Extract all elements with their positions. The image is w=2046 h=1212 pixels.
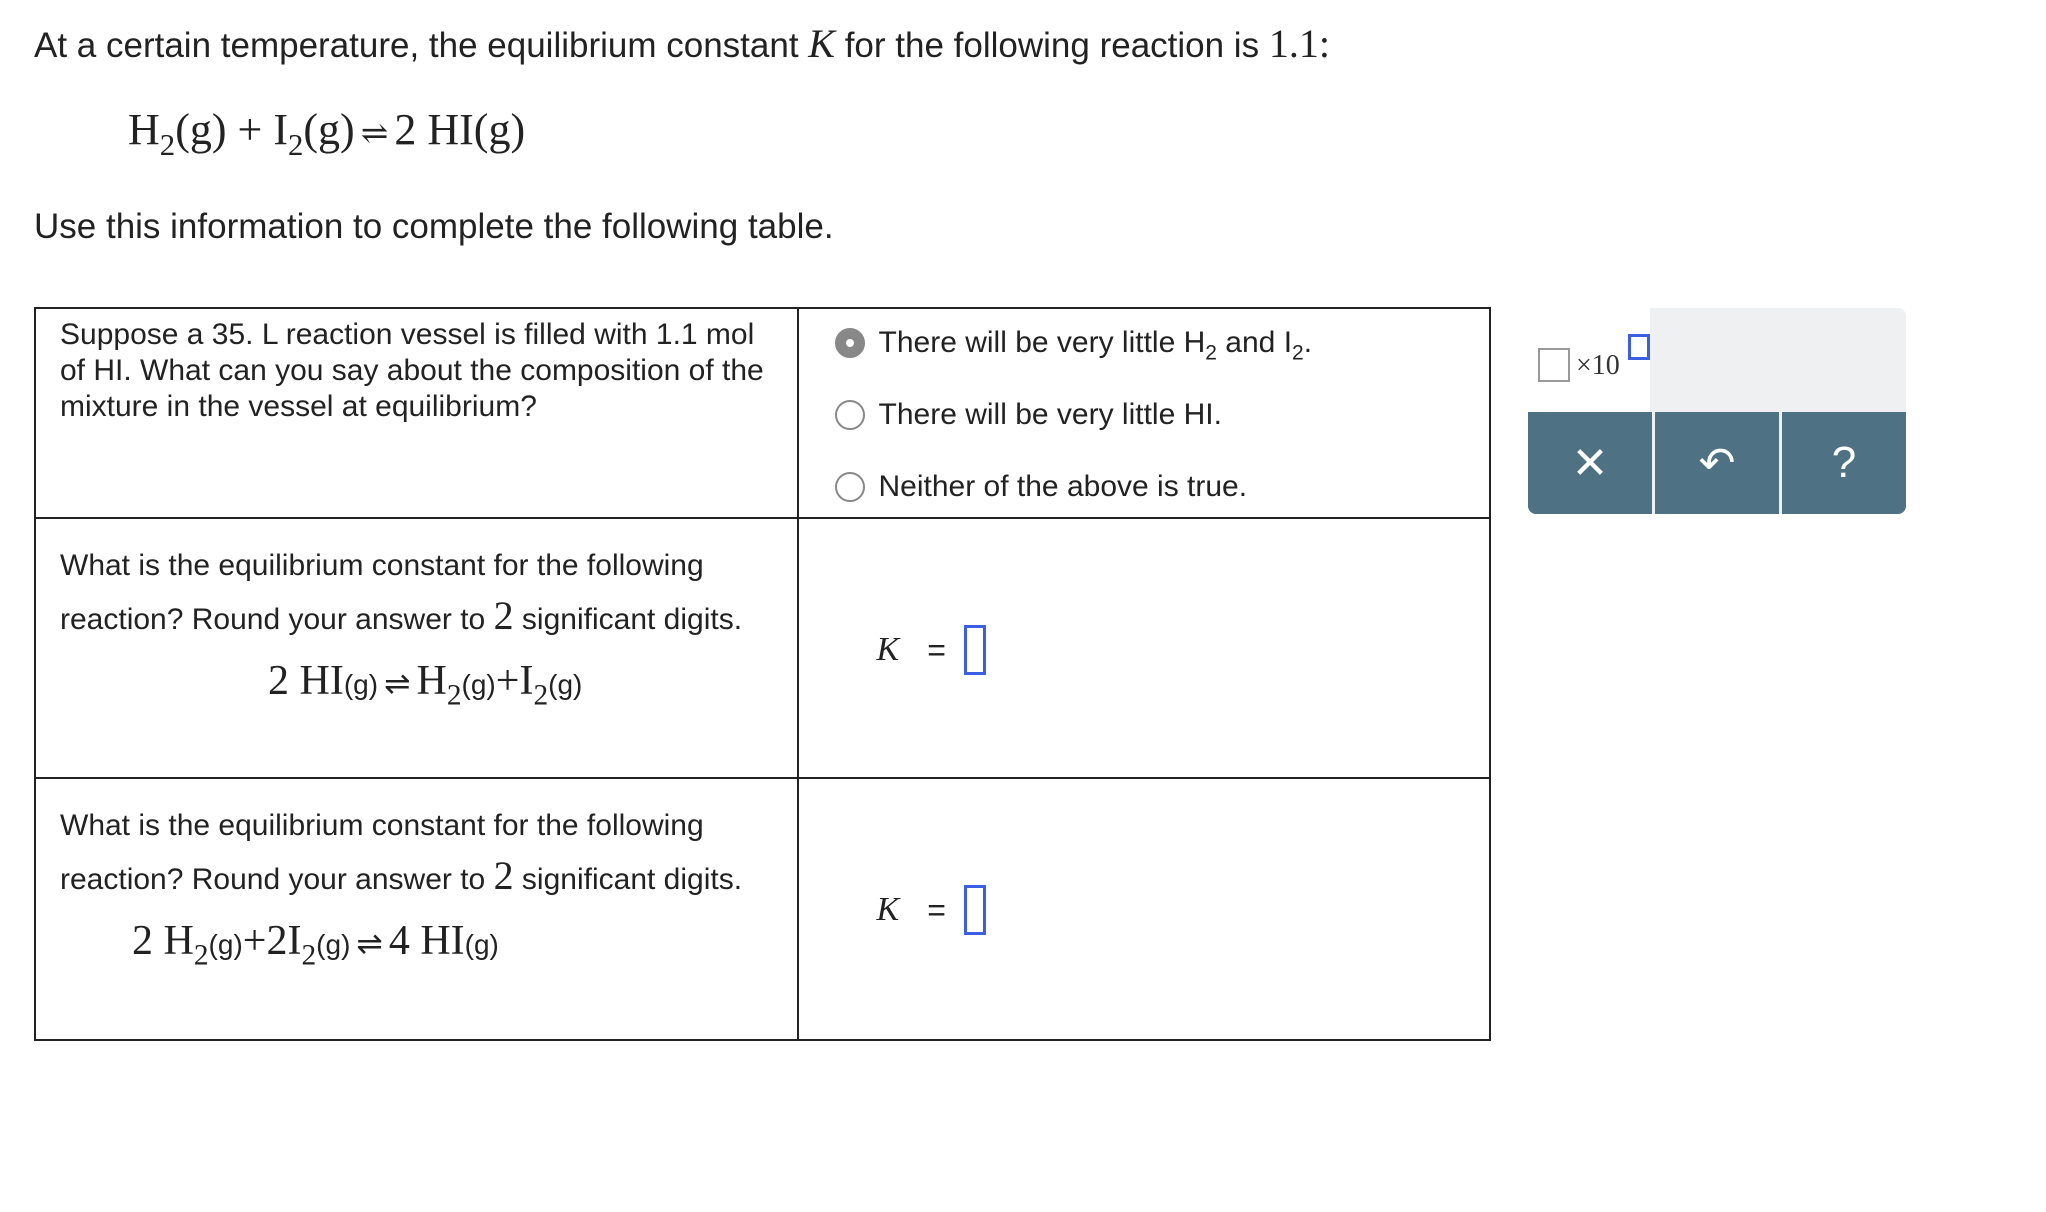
option-text: There will be very little H [878, 326, 1206, 359]
digits-number: 2 [493, 593, 514, 638]
phase-label: (g) [464, 929, 499, 960]
subscript: 2 [1205, 341, 1217, 365]
clear-button[interactable] [1528, 412, 1652, 514]
phase-label: (g) [548, 669, 583, 700]
plus-sign: + [226, 105, 274, 154]
plus-sign: + [495, 658, 520, 704]
reactant: 2 HI [268, 658, 344, 704]
question-cell [35, 778, 798, 1040]
table-row [35, 778, 1490, 1040]
subscript: 2 [193, 939, 209, 972]
exponent-box-icon [1628, 334, 1650, 360]
option-label: There will be very little HI. [878, 398, 1222, 431]
phase-label: (g) [316, 929, 351, 960]
option-label [878, 326, 1313, 365]
problem-intro [34, 20, 1330, 70]
phase-label: (g) [303, 105, 355, 154]
answer-cell [798, 308, 1490, 518]
product: 4 HI [388, 918, 465, 964]
subscript: 2 [446, 679, 462, 712]
radio-icon[interactable] [835, 472, 865, 502]
plus-sign: + [242, 918, 267, 964]
question-text-part: What is the equilibrium constant for the following reaction? Round your answer to [60, 549, 704, 636]
product: I [519, 658, 534, 704]
radio-icon[interactable] [835, 400, 865, 430]
main-reaction-equation [128, 100, 525, 164]
question-text-part: What is the equilibrium constant for the following reaction? Round your answer to [60, 809, 704, 896]
undo-icon: ↶ [1698, 438, 1736, 488]
math-palette [1528, 308, 1906, 514]
option-little-h2-i2[interactable] [835, 325, 1489, 365]
subscript: 2 [287, 127, 304, 162]
k-answer-input[interactable] [964, 625, 986, 675]
k-label: K [876, 631, 900, 668]
palette-template-row [1528, 308, 1906, 412]
question-text: Suppose a 35. L reaction vessel is filled with 1.1 mol of HI. What can you say about the composition of the mixture in the vessel at equilibrium? [60, 318, 764, 423]
reactant-h: H [128, 105, 160, 154]
reactant-i: I [273, 105, 288, 154]
option-little-hi[interactable] [835, 397, 1489, 433]
question-text-part: significant digits. [513, 863, 743, 896]
subscript: 2 [533, 679, 549, 712]
phase-label: (g) [461, 669, 496, 700]
product-hi: 2 HI [394, 105, 474, 154]
question-cell [35, 308, 798, 518]
subscript: 2 [301, 939, 317, 972]
phase-label: (g) [175, 105, 227, 154]
phase-label: (g) [473, 105, 526, 154]
k-value: 1.1 [1268, 21, 1319, 66]
option-neither[interactable] [835, 469, 1489, 505]
radio-selected-icon[interactable] [835, 328, 865, 358]
answer-cell [798, 778, 1490, 1040]
k-symbol: K [808, 21, 835, 66]
subscript: 2 [159, 127, 176, 162]
times-ten-label: ×10 [1576, 350, 1620, 381]
equilibrium-arrow-icon: ⇌ [360, 116, 389, 152]
option-label: Neither of the above is true. [878, 470, 1248, 503]
option-text: and I [1216, 326, 1293, 359]
equals-sign: = [927, 631, 946, 668]
question-text [36, 779, 797, 903]
help-icon: ? [1831, 438, 1857, 487]
question-table [34, 307, 1491, 1041]
mantissa-box-icon [1538, 348, 1570, 382]
question-text [36, 519, 797, 643]
intro-colon: : [1318, 21, 1330, 66]
option-text: . [1303, 326, 1313, 359]
undo-button[interactable] [1652, 412, 1779, 514]
answer-cell [798, 518, 1490, 778]
question-cell [35, 518, 798, 778]
instruction-text: Use this information to complete the following table. [34, 207, 834, 246]
k-answer-line [877, 885, 1489, 935]
table-row [35, 518, 1490, 778]
equilibrium-arrow-icon: ⇌ [384, 666, 411, 701]
reactant: 2I [266, 918, 302, 964]
equilibrium-arrow-icon: ⇌ [356, 926, 383, 961]
digits-number: 2 [493, 853, 514, 898]
help-button[interactable] [1779, 412, 1906, 514]
subscript: 2 [1292, 341, 1304, 365]
reaction-equation [36, 651, 797, 715]
k-label: K [876, 891, 900, 928]
reactant: 2 H [132, 918, 194, 964]
question-text-part: significant digits. [513, 603, 743, 636]
intro-text-middle: for the following reaction is [834, 26, 1269, 65]
reaction-equation [36, 911, 797, 975]
k-answer-input[interactable] [964, 885, 986, 935]
palette-action-row [1528, 412, 1906, 514]
table-row [35, 308, 1490, 518]
equals-sign: = [927, 891, 946, 928]
phase-label: (g) [208, 929, 243, 960]
scientific-notation-button[interactable] [1528, 308, 1650, 412]
product: H [416, 658, 447, 704]
intro-text: At a certain temperature, the equilibrium constant [34, 26, 809, 65]
phase-label: (g) [343, 669, 379, 700]
k-answer-line [877, 625, 1489, 675]
close-icon: ✕ [1571, 438, 1609, 488]
